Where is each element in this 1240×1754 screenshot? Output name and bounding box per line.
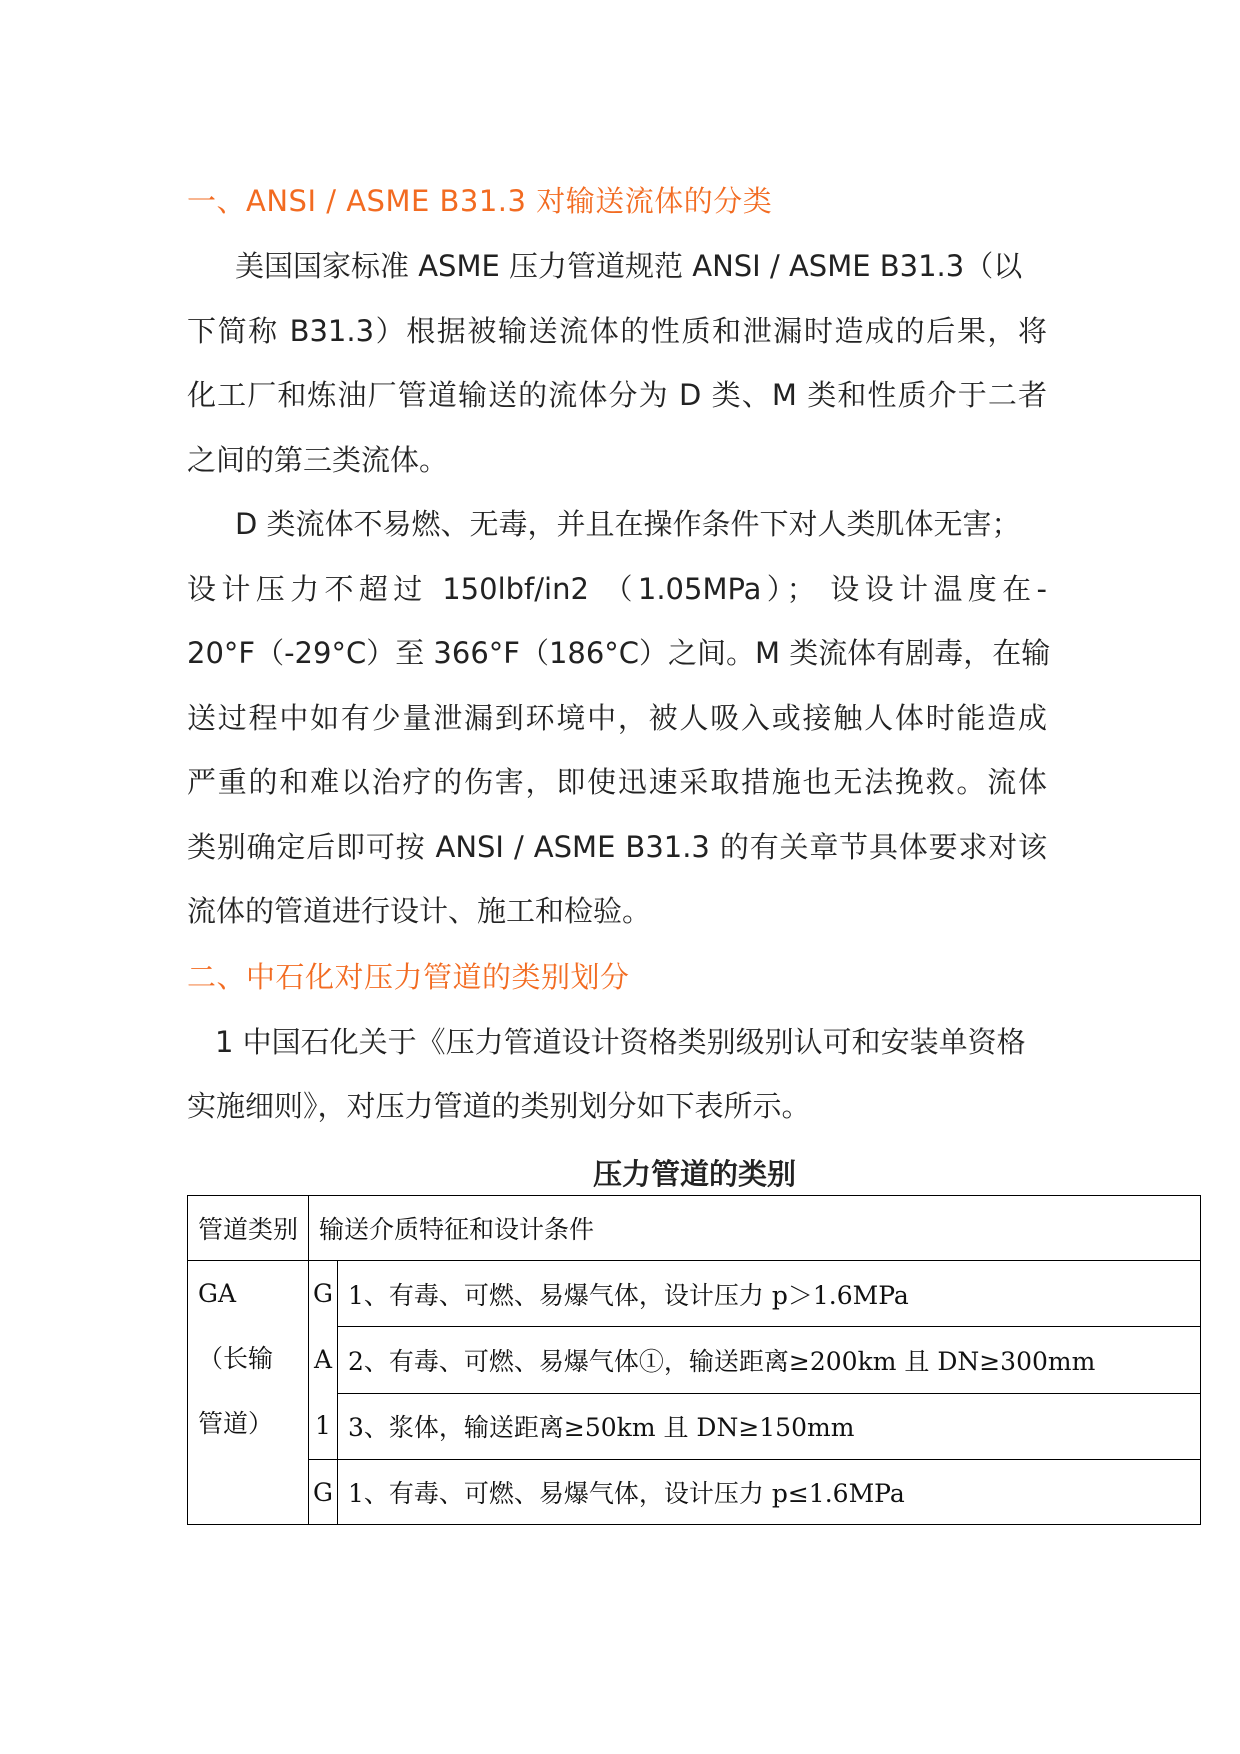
document-body (187, 168, 1051, 1197)
text-line: 美国国家标准 ASME 压力管道规范 ANSI / ASME B31.3（以 (235, 249, 1023, 283)
category-line: GA (198, 1279, 237, 1308)
text-line: 流体的管道进行设计、施工和检验。 (187, 894, 652, 928)
subcategory-cell (309, 1261, 338, 1460)
text-line: 1 中国石化关于《压力管道设计资格类别级别认可和安装单资格 (215, 1024, 1026, 1059)
text-line: 下简称 B31.3）根据被输送流体的性质和泄漏时造成的后果，将 (187, 313, 1047, 348)
condition-cell: 2、有毒、可燃、易爆气体①，输送距离≥200km 且 DN≥300mm (338, 1327, 1201, 1393)
text-line: 送过程中如有少量泄漏到环境中，被人吸入或接触人体时能造成 (187, 700, 1047, 735)
subcategory-cell: G (309, 1460, 338, 1525)
condition-cell: 1、有毒、可燃、易爆气体，设计压力 p≤1.6MPa (338, 1460, 1201, 1525)
table-header-row (188, 1196, 1201, 1261)
section-1-heading: 一、ANSI / ASME B31.3 对输送流体的分类 (187, 184, 773, 218)
pipe-category-table (187, 1195, 1201, 1525)
section-2-paragraph-1 (187, 1010, 1047, 1139)
table-row (188, 1460, 1201, 1525)
header-cell-conditions: 输送介质特征和设计条件 (309, 1196, 1201, 1261)
condition-cell: 1、有毒、可燃、易爆气体，设计压力 p＞1.6MPa (338, 1261, 1201, 1327)
text-line: 实施细则》，对压力管道的类别划分如下表所示。 (187, 1089, 811, 1123)
subcategory-line: A (313, 1345, 333, 1374)
category-line: 管道） (198, 1409, 274, 1438)
table-title: 压力管道的类别 (592, 1156, 796, 1191)
section-1-paragraph-2 (187, 492, 1051, 944)
subcategory-line: G (313, 1279, 333, 1308)
subcategory-line: 1 (315, 1411, 331, 1440)
table-row (188, 1327, 1201, 1393)
section-1-paragraph-1 (187, 234, 1047, 492)
text-line: 之间的第三类流体。 (187, 442, 449, 477)
text-line: 类别确定后即可按 ANSI / ASME B31.3 的有关章节具体要求对该 (187, 829, 1047, 864)
text-line: 化工厂和炼油厂管道输送的流体分为 D 类、M 类和性质介于二者 (187, 378, 1047, 412)
text-line: 设计压力不超过 150lbf/in2 （1.05MPa）； 设设计温度在- (187, 571, 1047, 606)
text-line: 严重的和难以治疗的伤害，即使迅速采取措施也无法挽救。流体 (187, 765, 1047, 799)
text-line: 20°F（-29°C）至 366°F（186°C）之间。M 类流体有剧毒，在输 (187, 636, 1051, 670)
section-2-heading: 二、中石化对压力管道的类别划分 (187, 959, 630, 994)
table-row (188, 1393, 1201, 1459)
table-row (188, 1261, 1201, 1327)
condition-cell: 3、浆体，输送距离≥50km 且 DN≥150mm (338, 1393, 1201, 1459)
header-cell-category: 管道类别 (188, 1196, 309, 1261)
text-line: D 类流体不易燃、无毒，并且在操作条件下对人类肌体无害； (235, 507, 1021, 541)
category-cell (188, 1261, 309, 1525)
category-line: （长输 (198, 1344, 274, 1373)
